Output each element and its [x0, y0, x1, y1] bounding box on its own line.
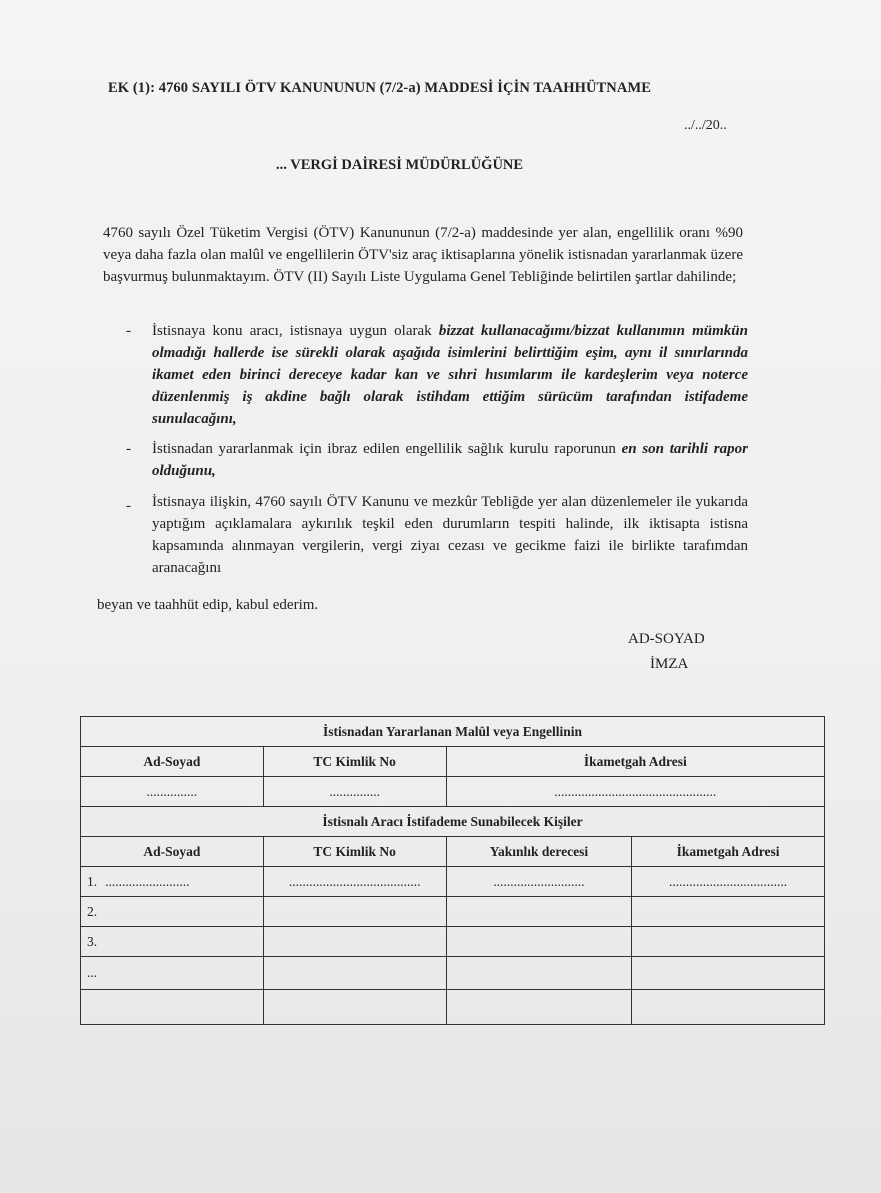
table-row	[81, 927, 825, 957]
row-number: 2.	[87, 903, 98, 919]
bullet-3-plain: İstisnaya ilişkin, 4760 sayılı ÖTV Kanunu ve mezkûr Tebliğde yer alan düzenlemeler ile yukarıda yaptığım açıklamalara aykırılık teşkil eden durumların tespiti halinde, ilk iktisapta istisna kapsamında alınmayan vergilerin, vergi ziyaı cezası ve gecikme faizi ile birlikte tarafımdan aranacağını	[152, 494, 748, 576]
bullet-item-1	[152, 320, 748, 430]
bullet-marker: -	[126, 498, 131, 514]
row-5-ad-soyad[interactable]	[81, 990, 264, 1025]
table-row	[81, 990, 825, 1025]
row-5-ikametgah-adresi[interactable]	[632, 990, 825, 1025]
row-1-yakinlik-derecesi[interactable]: ...........................	[446, 867, 632, 897]
table-row	[81, 867, 825, 897]
field-ad-soyad[interactable]: ...............	[81, 777, 264, 807]
row-4-ad-soyad[interactable]	[81, 957, 264, 990]
bullet-1-emphasis: bizzat kullanacağımı/bizzat kullanımın mümkün olmadığı hallerde ise sürekli olarak aşağıda isimlerini belirttiğim eşim, aynı il sınırlarında ikamet eden birinci dereceye kadar kan ve sıhri hısımlarım ile kardeşlerim veya noterce düzenlenmiş iş akdine bağlı olarak istihdam ettiğim sürücüm tarafından istifademe sunulacağını,	[152, 323, 748, 427]
row-4-ikametgah-adresi[interactable]	[632, 957, 825, 990]
beneficiary-table	[80, 716, 825, 1025]
closing-statement: beyan ve taahhüt edip, kabul ederim.	[97, 597, 319, 613]
bullet-item-2	[152, 438, 748, 482]
signature-name-label: AD-SOYAD	[628, 631, 705, 647]
row-2-yakinlik-derecesi[interactable]	[446, 897, 632, 927]
table-row	[81, 957, 825, 990]
row-2-ad-soyad[interactable]	[81, 897, 264, 927]
addressee-office: ... VERGİ DAİRESİ MÜDÜRLÜĞÜNE	[276, 157, 524, 173]
col-ikametgah-adresi: İkametgah Adresi	[446, 747, 824, 777]
col-tc-kimlik-no: TC Kimlik No	[263, 747, 446, 777]
col-ad-soyad: Ad-Soyad	[81, 837, 264, 867]
col-tc-kimlik-no: TC Kimlik No	[263, 837, 446, 867]
bullet-2-plain: İstisnadan yararlanmak için ibraz edilen engellilik sağlık kurulu raporunun	[152, 441, 622, 457]
row-2-tc-kimlik-no[interactable]	[263, 897, 446, 927]
col-ikametgah-adresi: İkametgah Adresi	[632, 837, 825, 867]
bullet-marker: -	[126, 323, 131, 339]
table-row	[81, 897, 825, 927]
row-3-ad-soyad[interactable]	[81, 927, 264, 957]
row-4-yakinlik-derecesi[interactable]	[446, 957, 632, 990]
row-3-tc-kimlik-no[interactable]	[263, 927, 446, 957]
row-4-tc-kimlik-no[interactable]	[263, 957, 446, 990]
row-number: 3.	[87, 933, 98, 949]
col-yakinlik-derecesi: Yakınlık derecesi	[446, 837, 632, 867]
row-5-yakinlik-derecesi[interactable]	[446, 990, 632, 1025]
row-1-tc-kimlik-no[interactable]: .......................................	[263, 867, 446, 897]
row-3-yakinlik-derecesi[interactable]	[446, 927, 632, 957]
document-title: EK (1): 4760 SAYILI ÖTV KANUNUNUN (7/2-a) MADDESİ İÇİN TAAHHÜTNAME	[108, 80, 652, 96]
row-5-tc-kimlik-no[interactable]	[263, 990, 446, 1025]
row-1-ad-soyad-dots: .........................	[105, 873, 190, 889]
field-tc-kimlik-no[interactable]: ...............	[263, 777, 446, 807]
bullet-item-3	[152, 491, 748, 579]
bullet-2-emphasis: en son tarihli rapor olduğunu,	[152, 441, 748, 479]
section2-title: İstisnalı Aracı İstifademe Sunabilecek Kişiler	[81, 807, 825, 837]
row-3-ikametgah-adresi[interactable]	[632, 927, 825, 957]
bullet-marker: -	[126, 441, 131, 457]
intro-paragraph: 4760 sayılı Özel Tüketim Vergisi (ÖTV) Kanununun (7/2-a) maddesinde yer alan, engellilik oranı %90 veya daha fazla olan malûl ve engellilerin ÖTV'siz araç iktisaplarına yönelik istisnadan yararlanmak üzere başvurmuş bulunmaktayım. ÖTV (II) Sayılı Liste Uygulama Genel Tebliğinde belirtilen şartlar dahilinde;	[103, 225, 743, 285]
row-1-ikametgah-adresi[interactable]: ...................................	[632, 867, 825, 897]
row-number: 1.	[87, 873, 98, 889]
signature-label: İMZA	[650, 656, 689, 672]
row-number: ...	[87, 965, 98, 980]
section1-title: İstisnadan Yararlanan Malûl veya Engellinin	[81, 717, 825, 747]
col-ad-soyad: Ad-Soyad	[81, 747, 264, 777]
bullet-1-plain: İstisnaya konu aracı, istisnaya uygun olarak	[152, 323, 439, 339]
row-2-ikametgah-adresi[interactable]	[632, 897, 825, 927]
field-ikametgah-adresi[interactable]: ................................................	[446, 777, 824, 807]
document-date: ../../20..	[684, 118, 727, 133]
row-1-ad-soyad[interactable]	[81, 867, 264, 897]
